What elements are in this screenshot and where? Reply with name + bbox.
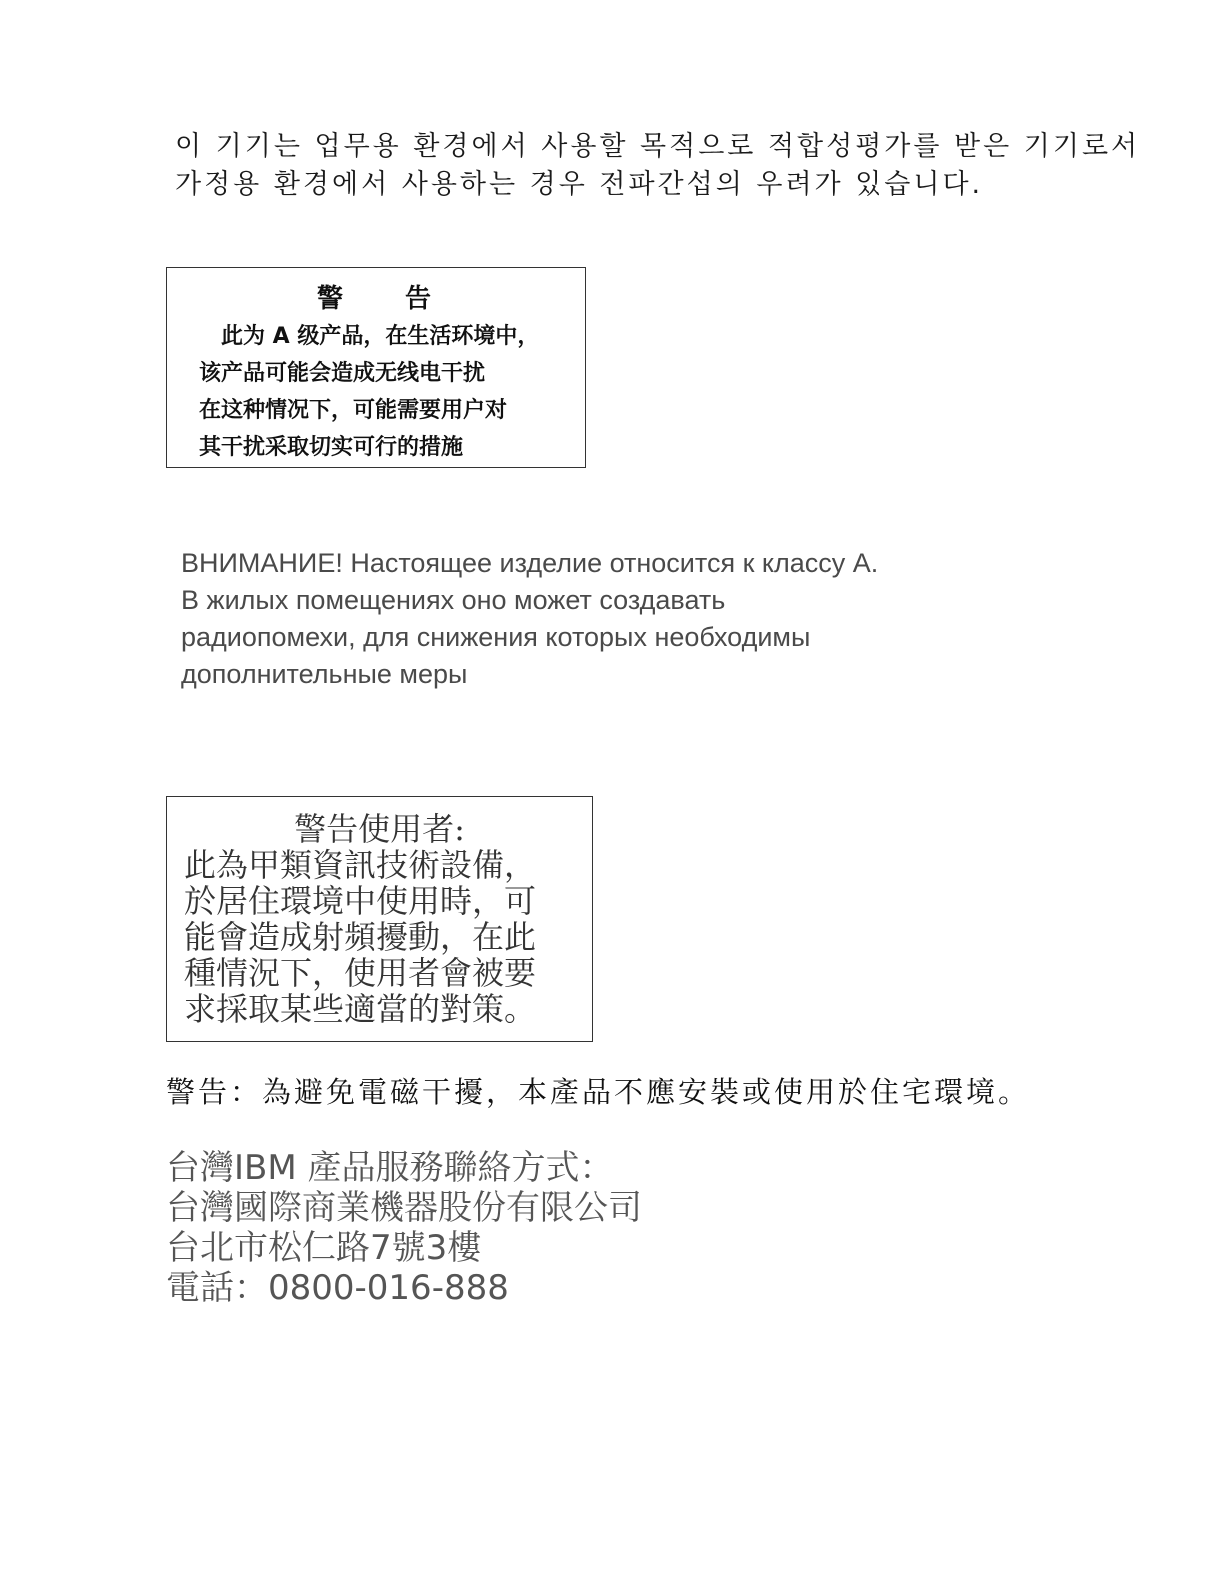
korean-emc-notice — [175, 128, 1141, 204]
russian-emc-notice — [181, 545, 1081, 693]
korean-notice-line: 이 기기는 업무용 환경에서 사용할 목적으로 적합성평가를 받은 기기로서 — [175, 131, 1141, 162]
taiwan-ibm-contact — [166, 1148, 966, 1308]
china-warning-line: 在这种情况下，可能需要用户对 — [199, 398, 508, 423]
russian-notice-line: В жилых помещениях оно может создавать — [181, 585, 726, 615]
china-warning-line: 其干扰采取切实可行的措施 — [199, 435, 464, 460]
taiwan-warning-title: 警告使用者: — [294, 810, 465, 848]
contact-phone: 電話：0800-016-888 — [166, 1268, 509, 1308]
contact-company: 台灣國際商業機器股份有限公司 — [166, 1188, 642, 1228]
china-warning-line: 该产品可能会造成无线电干扰 — [199, 361, 486, 386]
russian-notice-line: радиопомехи, для снижения которых необходимы — [181, 622, 811, 652]
china-warning-title — [167, 278, 585, 315]
taiwan-warning-line: 能會造成射頻擾動，在此 — [184, 918, 537, 956]
taiwan-warning-line: 種情況下，使用者會被要 — [184, 954, 537, 992]
china-warning-title-part: 警 — [316, 284, 347, 314]
taiwan-warning-line: 求採取某些適當的對策。 — [184, 990, 537, 1028]
china-warning-line: 此为 A 级产品，在生活环境中， — [221, 324, 540, 349]
taiwan-residential-warning: 警告：為避免電磁干擾，本產品不應安裝或使用於住宅環境。 — [166, 1075, 1031, 1109]
china-simplified-warning-box — [166, 267, 586, 468]
taiwan-traditional-warning-box — [166, 796, 593, 1042]
russian-notice-line: ВНИМАНИЕ! Настоящее изделие относится к классу А. — [181, 548, 879, 578]
korean-notice-line: 가정용 환경에서 사용하는 경우 전파간섭의 우려가 있습니다. — [175, 169, 984, 200]
taiwan-warning-body — [184, 847, 584, 1027]
russian-notice-line: дополнительные меры — [181, 659, 468, 689]
contact-address: 台北市松仁路7號3樓 — [166, 1228, 482, 1268]
contact-heading: 台灣IBM 產品服務聯絡方式： — [166, 1148, 614, 1188]
china-warning-body — [199, 318, 579, 466]
taiwan-warning-line: 於居住環境中使用時，可 — [184, 882, 537, 920]
china-warning-title-part: 告 — [405, 284, 436, 314]
taiwan-warning-line: 此為甲類資訊技術設備， — [184, 846, 537, 884]
